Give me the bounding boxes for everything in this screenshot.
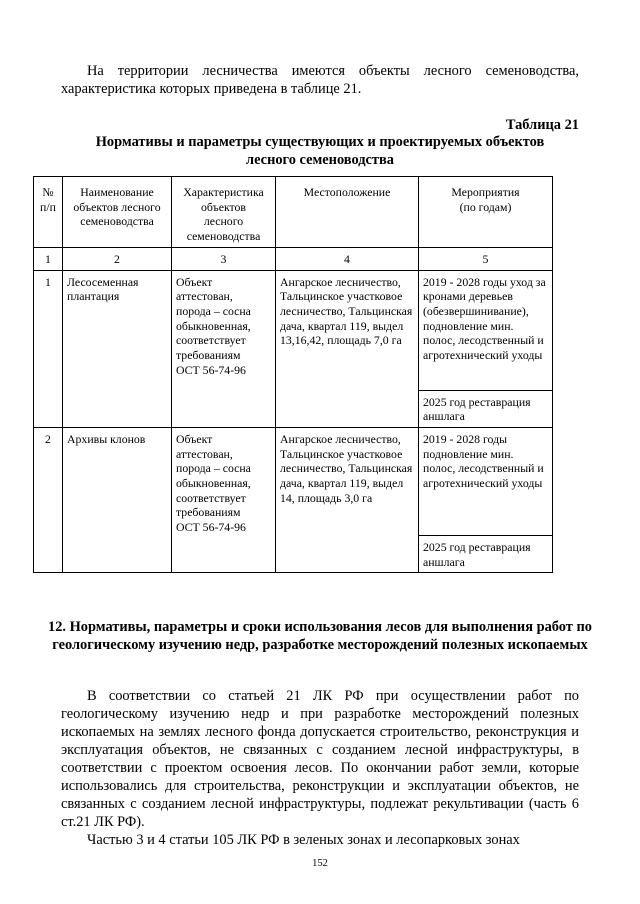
row-measure: 2025 год реставрация аншлага	[419, 390, 553, 427]
table-title: Нормативы и параметры существующих и проектируемых объектов лесного семеноводства	[95, 134, 545, 168]
col-number: 1	[34, 247, 63, 270]
row-name: Архивы клонов	[63, 427, 172, 572]
page-number: 152	[312, 858, 328, 869]
row-measure: 2025 год реставрация аншлага	[419, 535, 553, 572]
row-measure: 2019 - 2028 годы подновление мин. полос, лесодственный и агротехнический уходы	[419, 427, 553, 535]
table-header-row	[34, 177, 553, 248]
row-characteristic: Объект аттестован, порода – сосна обыкновенная, соответствует требованиям ОСТ 56-74-96	[172, 270, 276, 427]
table-label: Таблица 21	[505, 117, 579, 133]
row-num: 1	[34, 270, 63, 427]
row-location: Ангарское лесничество, Тальцинское участковое лесничество, Тальцинская дача, квартал 119, выдел 13,16,42, площадь 7,0 га	[276, 270, 419, 427]
section-paragraph-2: Частью 3 и 4 статьи 105 ЛК РФ в зеленых зонах и лесопарковых зонах	[87, 832, 520, 848]
header-name: Наименование объектов лесного семеноводства	[63, 177, 172, 248]
intro-paragraph: На территории лесничества имеются объекты лесного семеноводства, характеристика которых приведена в таблице 21.	[61, 63, 579, 97]
row-characteristic: Объект аттестован, порода – сосна обыкновенная, соответствует требованиям ОСТ 56-74-96	[172, 427, 276, 572]
col-number: 2	[63, 247, 172, 270]
header-location: Местоположение	[276, 177, 419, 248]
section-heading: 12. Нормативы, параметры и сроки использования лесов для выполнения работ по геологическому изучению недр, разработке месторождений полезных ископаемых	[48, 619, 592, 653]
header-measures: Мероприятия (по годам)	[419, 177, 553, 248]
header-characteristic: Характеристика объектов лесного семеноводства	[172, 177, 276, 248]
row-name: Лесосеменная плантация	[63, 270, 172, 427]
header-num: № п/п	[34, 177, 63, 248]
col-number: 5	[419, 247, 553, 270]
col-number: 4	[276, 247, 419, 270]
table-row	[34, 427, 553, 535]
row-num: 2	[34, 427, 63, 572]
col-number: 3	[172, 247, 276, 270]
table-row	[34, 270, 553, 390]
column-numbers-row	[34, 247, 553, 270]
section-paragraph-1: В соответствии со статьей 21 ЛК РФ при осуществлении работ по геологическому изучению недр и при разработке месторождений полезных ископаемых на землях лесного фонда допускается строительство, реконструкция и эксплуатация объектов, не связанных с созданием лесной инфраструктуры, в соответствии с проектом освоения лесов. По окончании работ земли, которые использовались для строительства, реконструкции и эксплуатации объектов, не связанных с созданием лесной инфраструктуры, подлежат рекультивации (часть 6 ст.21 ЛК РФ).	[61, 688, 579, 830]
seed-objects-table	[33, 176, 553, 573]
row-measure: 2019 - 2028 годы уход за кронами деревьев (обезвершинивание), подновление мин. полос, лесодственный и агротехнический уходы	[419, 270, 553, 390]
row-location: Ангарское лесничество, Тальцинское участковое лесничество, Тальцинская дача, квартал 119, выдел 14, площадь 3,0 га	[276, 427, 419, 572]
